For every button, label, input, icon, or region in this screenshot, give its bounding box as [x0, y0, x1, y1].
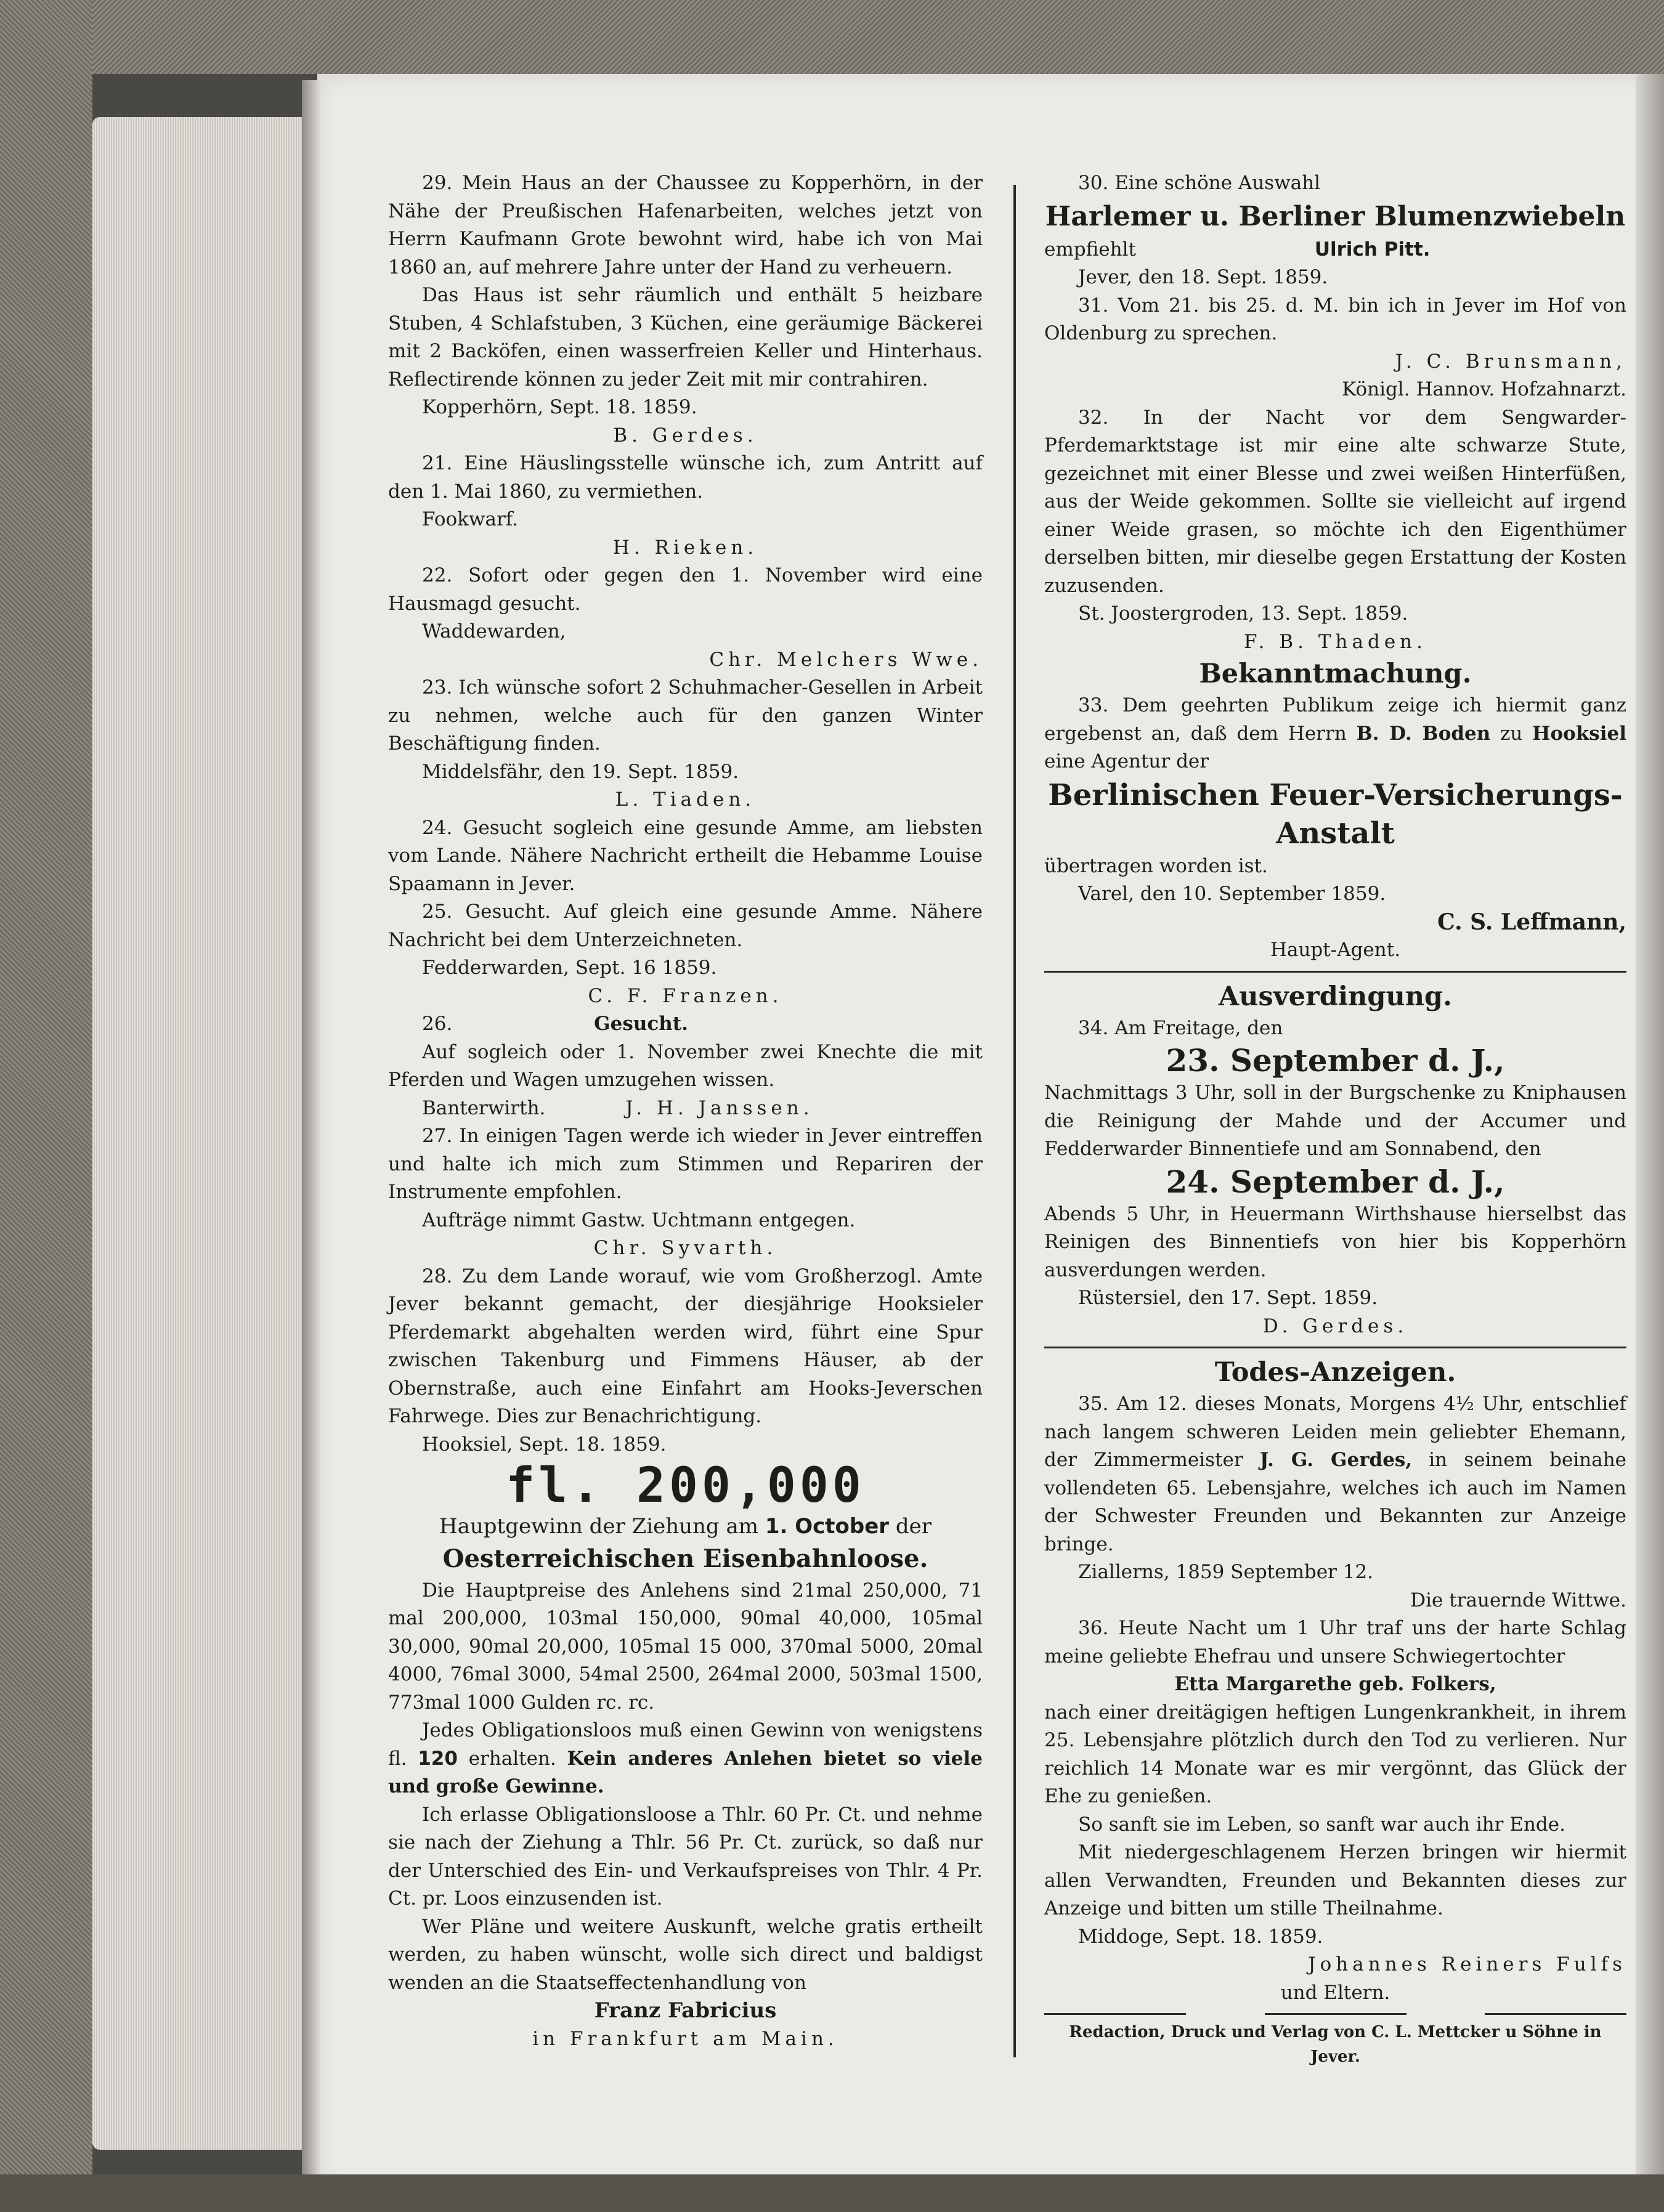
- ad-32: [1044, 404, 1626, 657]
- ad-signature-title: Königl. Hannov. Hofzahnarzt.: [1342, 378, 1626, 400]
- ad-heading: Gesucht.: [594, 1013, 688, 1035]
- lottery-slogan: Kein anderes Anlehen bietet so viele und große Gewinne.: [388, 1747, 983, 1797]
- ad-signature: B. Gerdes.: [613, 424, 758, 447]
- ad-signature: J. C. Brunsmann,: [1395, 350, 1626, 373]
- lottery-subline: Hauptgewinn der Ziehung am: [439, 1514, 759, 1539]
- ad-place: Banterwirth.: [422, 1096, 546, 1119]
- ad-place-bold: Hooksiel: [1532, 722, 1627, 745]
- ad-text: in seinem beinahe vollendeten 65. Lebensjahre, welches ich auch im Namen der Schwester Freunden und Bekannten zur Anzeige bringe.: [1044, 1449, 1627, 1555]
- book-cover-left: [0, 0, 92, 2212]
- ad-text: Auf sogleich oder 1. November zwei Knechte die mit Pferden und Wagen umzugehen wissen.: [388, 1040, 983, 1091]
- ad-33: [1044, 656, 1626, 965]
- ad-place-date: Jever, den 18. Sept. 1859.: [1078, 266, 1328, 288]
- lottery-text: Wer Pläne und weitere Auskunft, welche gratis ertheilt werden, zu haben wünscht, wolle sich direct und baldigst wenden an die Staatseffectenhandlung von: [388, 1915, 983, 1994]
- right-column: [1044, 169, 1626, 2069]
- ad-signature: Die trauernde Wittwe.: [1410, 1589, 1626, 1611]
- ad-text: 21. Eine Häuslingsstelle wünsche ich, zum Antritt auf den 1. Mai 1860, zu vermiethen.: [388, 452, 983, 503]
- ad-signature-title: Haupt-Agent.: [1270, 939, 1401, 961]
- lottery-date: 1. October: [765, 1514, 890, 1539]
- ad-text: Mit niedergeschlagenem Herzen bringen wir hiermit allen Verwandten, Freunden und Bekannten dieses zur Anzeige und bitten um stille Theilnahme.: [1044, 1841, 1626, 1919]
- ad-text: Aufträge nimmt Gastw. Uchtmann entgegen.: [422, 1209, 856, 1231]
- ad-text: 32. In der Nacht vor dem Sengwarder-Pferdemarktstage ist mir eine alte schwarze Stute, gezeichnet mit einer Blesse und zwei weißen Hinterfüßen, aus der Weide gekommen. Sollte sie vielleicht auf irgend einer Weide grasen, so möchte ich den Eigenthümer derselben bitten, mir dieselbe gegen Erstattung der Kosten zuzusenden.: [1044, 406, 1626, 597]
- ad-place: Fookwarf.: [422, 508, 518, 530]
- ad-text: 36. Heute Nacht um 1 Uhr traf uns der harte Schlag meine geliebte Ehefrau und unsere Schwiegertochter: [1044, 1617, 1626, 1667]
- ad-heading: Todes-Anzeigen.: [1214, 1357, 1456, 1388]
- ad-text: 33. Dem geehrten Publikum zeige ich hiermit ganz ergebenst an, daß dem Herrn: [1044, 694, 1626, 745]
- book-gutter: [302, 80, 320, 2187]
- section-rule: [1044, 1347, 1626, 1348]
- section-rule: [1044, 971, 1626, 973]
- ad-text: 31. Vom 21. bis 25. d. M. bin ich in Jever im Hof von Oldenburg zu sprechen.: [1044, 294, 1626, 344]
- ad-text: 24. Gesucht sogleich eine gesunde Amme, am liebsten vom Lande. Nähere Nachricht ertheilt die Hebamme Louise Spaamann in Jever.: [388, 816, 983, 895]
- ad-text: Das Haus ist sehr räumlich und enthält 5 heizbare Stuben, 4 Schlafstuben, 3 Küchen, eine geräumige Bäckerei mit 2 Backöfen, einen wasserfreien Keller und Hinterhaus. Reflectirende können zu jeder Zeit mit mir contrahiren.: [388, 284, 983, 391]
- lottery-text: Ich erlasse Obligationsloose a Thlr. 60 Pr. Ct. und nehme sie nach der Ziehung a Thlr. 56 Pr. Ct. zurück, so daß nur der Unterschied des Ein- und Verkaufspreises von Thlr. 4 Pr. Ct. pr. Loos einzusenden ist.: [388, 1803, 983, 1910]
- ad-text: 25. Gesucht. Auf gleich eine gesunde Amme. Nähere Nachricht bei dem Unterzeichneten.: [388, 901, 983, 951]
- ad-signature-extra: und Eltern.: [1280, 1981, 1390, 2004]
- ad-person: Etta Margarethe geb. Folkers,: [1174, 1673, 1496, 1695]
- ad-text: 23. Ich wünsche sofort 2 Schuhmacher-Gesellen in Arbeit zu nehmen, welche auch für den ganzen Winter Beschäftigung finden.: [388, 676, 983, 755]
- ad-text: nach einer dreitägigen heftigen Lungenkrankheit, in ihrem 25. Lebensjahre plötzlich durch den Tod zu verlieren. Nur reichlich 14 Monate war es mir vergönnt, das Glück der Ehe zu genießen.: [1044, 1701, 1626, 1807]
- ad-21: [388, 450, 983, 562]
- footer-rules: [1044, 2013, 1626, 2015]
- ad-text: 28. Zu dem Lande worauf, wie vom Großherzogl. Amte Jever bekannt gemacht, der diesjährige Hooksieler Pferdemarkt abgehalten werden wird, führt eine Spur zwischen Takenburg und Fimmens Häuser, ab der Obernstraße, auch eine Einfahrt am Hooks-Jeverschen Fahrwege. Dies zur Benachrichtigung.: [388, 1265, 983, 1427]
- ad-place-date: Kopperhörn, Sept. 18. 1859.: [422, 396, 697, 418]
- ad-27: [388, 1122, 983, 1263]
- ad-text: zu: [1500, 722, 1523, 745]
- ad-22: [388, 562, 983, 674]
- footer-rule: [1044, 2013, 1186, 2015]
- left-column: [388, 169, 983, 2053]
- book-cover-top: [0, 0, 1664, 74]
- ad-24: [388, 814, 983, 899]
- ad-25: [388, 898, 983, 1010]
- ad-heading: Ausverdingung.: [1218, 981, 1453, 1012]
- ad-text: 27. In einigen Tagen werde ich wieder in Jever eintreffen und halte ich mich zum Stimmen und Repariren der Instrumente empfohlen.: [388, 1125, 983, 1203]
- ad-person: J. G. Gerdes,: [1259, 1449, 1413, 1471]
- lottery-firm: Franz Fabricius: [594, 1998, 777, 2023]
- ad-text: eine Agentur der: [1044, 750, 1209, 772]
- lottery-subline-end: der: [895, 1514, 932, 1539]
- ad-person: B. D. Boden: [1356, 722, 1491, 745]
- ad-signature: C. S. Leffmann,: [1437, 909, 1626, 935]
- imprint: Redaction, Druck und Verlag von C. L. Mettcker u Söhne in Jever.: [1069, 2023, 1602, 2066]
- ad-place-date: Varel, den 10. September 1859.: [1078, 883, 1386, 905]
- ad-text: 30. Eine schöne Auswahl: [1078, 172, 1321, 194]
- book-right-edge: [1636, 74, 1664, 2193]
- lottery-headline: fl. 200,000: [506, 1458, 865, 1513]
- ad-signature: L. Tiaden.: [615, 788, 756, 811]
- lottery-min-amount: 120: [418, 1747, 458, 1770]
- ad-text: 34. Am Freitage, den: [1078, 1016, 1283, 1039]
- ad-text: Nachmittags 3 Uhr, soll in der Burgschenke zu Kniphausen die Reinigung der Mahde und der Accumer und Fedderwarder Binnentiefe und am Sonnabend, den: [1044, 1082, 1626, 1160]
- ad-signature: Chr. Melchers Wwe.: [709, 648, 983, 671]
- ad-36: [1044, 1614, 1626, 2007]
- ad-place: Waddewarden,: [422, 620, 566, 642]
- ad-signature: J. H. Janssen.: [625, 1096, 814, 1119]
- ad-place-date: Middelsfähr, den 19. Sept. 1859.: [422, 760, 739, 783]
- ad-place-date: Middoge, Sept. 18. 1859.: [1078, 1925, 1323, 1948]
- ad-text: empfiehlt: [1044, 238, 1136, 261]
- ad-date-big: 24. September d. J.,: [1166, 1163, 1505, 1200]
- book-bottom-edge: [0, 2174, 1664, 2212]
- ad-place-date: Fedderwarden, Sept. 16 1859.: [422, 957, 717, 979]
- ad-company: Berlinischen Feuer-Versicherungs-Anstalt: [1048, 777, 1623, 851]
- ad-text: Abends 5 Uhr, in Heuermann Wirthshause hierselbst das Reinigen des Binnentiefs von hier bis Kopperhörn ausverdungen werden.: [1044, 1202, 1626, 1281]
- ad-place-date: St. Joostergroden, 13. Sept. 1859.: [1078, 602, 1408, 625]
- ad-place-date: Ziallerns, 1859 September 12.: [1078, 1561, 1374, 1583]
- ad-signature: Chr. Syvarth.: [593, 1237, 777, 1259]
- ad-26: [388, 1010, 983, 1122]
- ad-31: [1044, 292, 1626, 404]
- ad-text: übertragen worden ist.: [1044, 854, 1268, 877]
- ad-signature: D. Gerdes.: [1262, 1315, 1408, 1337]
- lottery-text: Jedes Obligationsloos muß einen Gewinn von wenigstens fl.: [388, 1719, 983, 1770]
- column-divider: [1013, 185, 1016, 2057]
- ad-29: [388, 169, 983, 450]
- lottery-prizes: Die Hauptpreise des Anlehens sind 21mal 250,000, 71 mal 200,000, 103mal 150,000, 90mal 40,000, 105mal 30,000, 90mal 20,000, 105mal 15 000, 370mal 5000, 20mal 4000, 76mal 3000, 54mal 2500, 264mal 2000, 503mal 1500, 773mal 1000 Gulden rc. rc.: [388, 1579, 983, 1714]
- ad-heading: Harlemer u. Berliner Blumenzwiebeln: [1045, 200, 1626, 232]
- ad-text: 29. Mein Haus an der Chaussee zu Kopperhörn, in der Nähe der Preußischen Hafenarbeiten, welches jetzt von Herrn Kaufmann Grote bewohnt wird, habe ich von Mai 1860 an, auf mehrere Jahre unter der Hand zu verheuern.: [388, 172, 983, 278]
- ad-text: 35. Am 12. dieses Monats, Morgens 4½ Uhr, entschlief nach langem schweren Leiden mein geliebter Ehemann, der Zimmermeister: [1044, 1393, 1626, 1471]
- ad-signature: Johannes Reiners Fulfs: [1308, 1953, 1626, 1975]
- ad-place-date: Rüstersiel, den 17. Sept. 1859.: [1078, 1287, 1378, 1309]
- lottery-title: Oesterreichischen Eisenbahnloose.: [442, 1544, 928, 1573]
- ad-heading: Bekanntmachung.: [1199, 658, 1472, 689]
- ad-signature: F. B. Thaden.: [1243, 630, 1427, 653]
- ad-signature: Ulrich Pitt.: [1314, 238, 1431, 261]
- ad-number: 26.: [422, 1013, 453, 1035]
- ad-28: [388, 1263, 983, 1459]
- lottery-city: in Frankfurt am Main.: [532, 2027, 838, 2050]
- ad-text: So sanft sie im Leben, so sanft war auch ihr Ende.: [1078, 1813, 1565, 1836]
- ad-30: [1044, 169, 1626, 292]
- book-page-edges: [92, 117, 302, 2150]
- lottery-text: erhalten.: [468, 1747, 556, 1770]
- footer-rule: [1485, 2013, 1626, 2015]
- ad-date-big: 23. September d. J.,: [1166, 1042, 1505, 1079]
- footer-rule: [1265, 2013, 1406, 2015]
- ad-signature: C. F. Franzen.: [588, 984, 783, 1007]
- ad-23: [388, 674, 983, 814]
- ad-35: [1044, 1355, 1626, 1614]
- ad-text: 22. Sofort oder gegen den 1. November wird eine Hausmagd gesucht.: [388, 564, 983, 615]
- lottery-ad: [388, 1459, 983, 2053]
- ad-34: [1044, 979, 1626, 1341]
- ad-place-date: Hooksiel, Sept. 18. 1859.: [422, 1433, 667, 1456]
- ad-signature: H. Rieken.: [612, 536, 758, 559]
